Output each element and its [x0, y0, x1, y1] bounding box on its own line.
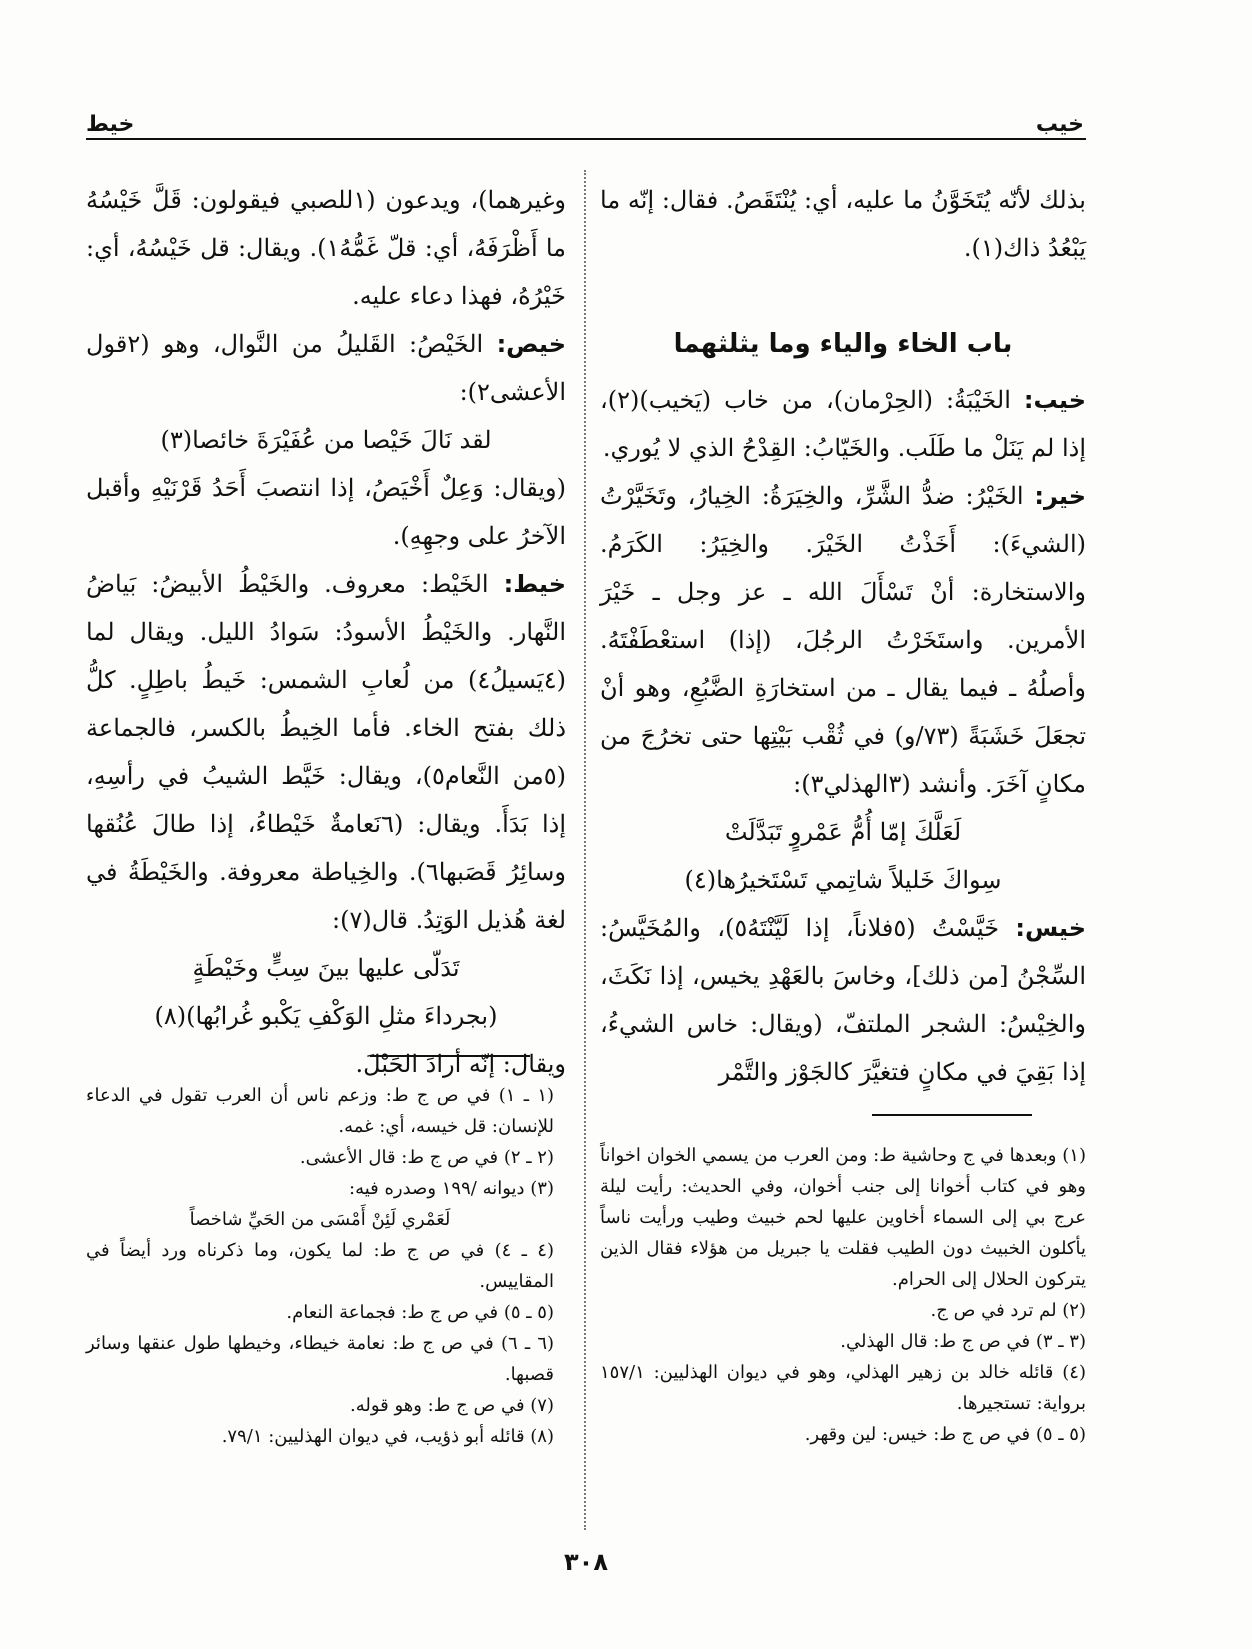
entry-text: خَيَّسْتُ (٥فلاناً، إذا لَيَّنْتَهُ٥)، والمُخَيَّسُ: السِّجْنُ [من ذلك]، وخاسَ بالعَهْدِ يخيس، إذا نَكَثَ، والخِيْسُ: الشجر الملتفّ، (ويقال: خاس الشيءُ، إذا بَقِيَ في مكانٍ فتغيَّرَ كالجَوْز والتَّمْر: [600, 914, 1086, 1086]
headword: خيب:: [1023, 386, 1086, 414]
verse-line-1: تَدَلّى عليها بينَ سِبٍّ وخَيْطَةٍ: [192, 954, 460, 982]
entry-khays2: [86, 320, 566, 416]
page-number: ٣٠٨: [564, 1548, 608, 1576]
running-header-right: خيب: [1035, 112, 1084, 137]
footnote: (٢) لم ترد في ص ج.: [930, 1300, 1086, 1321]
running-header-left: خيط: [86, 112, 135, 137]
headword: خيط:: [503, 570, 566, 598]
paragraph: (ويقال: وَعِلٌ أَخْيَصُ، إذا انتصبَ أَحَدُ قَرْنَيْهِ وأقبل الآخرُ على وجهِهِ).: [86, 474, 566, 550]
headword: خيص:: [496, 330, 566, 358]
footnote: (٤ ـ ٤) في ص ج ط: لما يكون، وما ذكرناه ورد أيضاً في المقاييس.: [86, 1240, 554, 1292]
footnote-rule-right: [872, 1114, 1032, 1116]
footnote: (٨) قائله أبو ذؤيب، في ديوان الهذليين: ٧٩/١.: [221, 1426, 554, 1447]
footnote: (٣ ـ ٣) في ص ج ط: قال الهذلي.: [840, 1331, 1086, 1352]
verse-line-2: سِواكَ خَليلاً شاتِمي تَسْتَخيرُها(٤): [684, 866, 1002, 894]
left-column: [86, 176, 566, 1088]
header-rule: [86, 138, 1086, 140]
footnote: (٤) قائله خالد بن زهير الهذلي، وهو في ديوان الهذليين: ١٥٧/١ برواية: تستجيرها.: [600, 1362, 1086, 1414]
footnote: (٦ ـ ٦) في ص ج ط: نعامة خيطاء، وخيطها طول عنقها وسائر قصبها.: [86, 1333, 555, 1385]
entry-text: الخَيْصُ: القَليلُ من النَّوال، وهو (٢قول الأعشى٢):: [86, 330, 566, 406]
footnote-rule-left: [370, 1055, 530, 1057]
footnotes-left: [86, 1080, 554, 1452]
entry-khayb: [600, 376, 1086, 472]
footnote: (١ ـ ١) في ص ج ط: وزعم ناس أن العرب تقول في الدعاء للإنسان: قل خيسه، أي: غمه.: [86, 1085, 555, 1137]
entry-khayt: [86, 560, 566, 944]
right-column: [600, 176, 1086, 1096]
chapter-title: باب الخاء والياء وما يثلثهما: [673, 329, 1013, 359]
verse-line-2: (بجرداءَ مثلِ الوَكْفِ يَكْبو غُرابُها)(٨): [154, 1002, 498, 1030]
column-divider: [584, 170, 586, 1530]
headword: خير:: [1034, 482, 1086, 510]
paragraph: ويقال: إنّه أرادَ الحَبْلَ.: [355, 1050, 566, 1078]
entry-khays: [600, 904, 1086, 1096]
footnote-verse: لَعَمْري لَئِنْ أَمْسَى من الحَيِّ شاخصاً: [189, 1209, 451, 1230]
verse-line: لقد نَالَ خَيْصا من عُفَيْرَةَ خائصا(٣): [160, 426, 492, 454]
entry-text: الخَيْبَةُ: (الحِرْمان)، من خاب (يَخيب)(٢)، إذا لم يَنَلْ ما طَلَب. والخَيّابُ: القِدْحُ الذي لا يُوري.: [600, 386, 1086, 462]
footnote: (٥ ـ ٥) في ص ج ط: خيس: لين وقهر.: [804, 1424, 1086, 1445]
footnote: (٣) ديوانه /١٩٩ وصدره فيه:: [349, 1178, 554, 1199]
footnote: (٧) في ص ج ط: وهو قوله.: [350, 1395, 554, 1416]
footnote: (٥ ـ ٥) في ص ج ط: فجماعة النعام.: [286, 1302, 554, 1323]
entry-text: الخَيْرُ: ضدُّ الشَّرِّ، والخِيَرَةُ: الخِيارُ، وتَخَيَّرْتُ (الشيءَ): أَخَذْتُ الخَيْرَ. والخِيَرُ: الكَرَمُ. والاستخارة: أنْ تَسْأَلَ الله ـ عز وجل ـ خَيْرَ الأمرين. واستَخَرْتُ الرجُلَ، (إذا) استعْطَفْتَهُ. وأصلُهُ ـ فيما يقال ـ من استخارَةِ الضَّبُعِ، وهو أنْ تجعَلَ خَشَبَةً (٧٣/و) في ثُقْب بَيْتِها حتى تخرُجَ من مكانٍ آخَرَ. وأنشد (٣الهذلي٣):: [600, 482, 1087, 798]
footnote: (٢ ـ ٢) في ص ج ط: قال الأعشى.: [299, 1147, 554, 1168]
continuation-paragraph: وغيرهما)، ويدعون (١للصبي فيقولون: قَلَّ خَيْسُهُ ما أَظْرَفَهُ، أي: قلّ غَمُّهُ١). ويقال: قل خَيْسُهُ، أي: خَيْرُهُ، فهذا دعاء عليه.: [86, 186, 567, 310]
footnotes-right: [600, 1140, 1086, 1450]
entry-text: الخَيْط: معروف. والخَيْطُ الأبيضُ: بَياضُ النَّهار. والخَيْطُ الأسودُ: سَوادُ الليل. ويقال لما (٤يَسيلُ٤) من لُعابِ الشمس: خَيطُ باطِلٍ. كلُّ ذلك بفتح الخاء. فأما الخِيطُ بالكسر، فالجماعة (٥من النَّعام٥)، ويقال: خَيَّط الشيبُ في رأسِهِ، إذا بَدَأَ. ويقال: (٦نَعامةٌ خَيْطاءُ، إذا طالَ عُنُقها وسائِرُ قَصَبها٦). والخِياطة معروفة. والخَيْطَةُ في لغة هُذيل الوَتِدُ. قال(٧):: [86, 570, 567, 934]
verse-line-1: لَعَلَّكَ إمّا أُمُّ عَمْروٍ تَبَدَّلَتْ: [724, 818, 962, 846]
footnote: (١) وبعدها في ج وحاشية ط: ومن العرب من يسمي الخوان اخواناً وهو في كتاب أخوانا إلى جنب أخوان، وفي الحديث: رأيت ليلة عرج بي إلى السماء أخاوين عليها لحم خبيث وطيب ورأيت ناساً يأكلون الخبيث دون الطيب فقلت يا جبريل من هؤلاء فقال الذين يتركون الحلال إلى الحرام.: [600, 1145, 1086, 1290]
intro-paragraph: بذلك لأنّه يُتَخَوَّنُ ما عليه، أي: يُنْتَقَصُ. فقال: إنّه ما يَبْعُدُ ذاك(١).: [600, 186, 1086, 262]
entry-khayr: [600, 472, 1086, 808]
headword: خيس:: [1015, 914, 1087, 942]
